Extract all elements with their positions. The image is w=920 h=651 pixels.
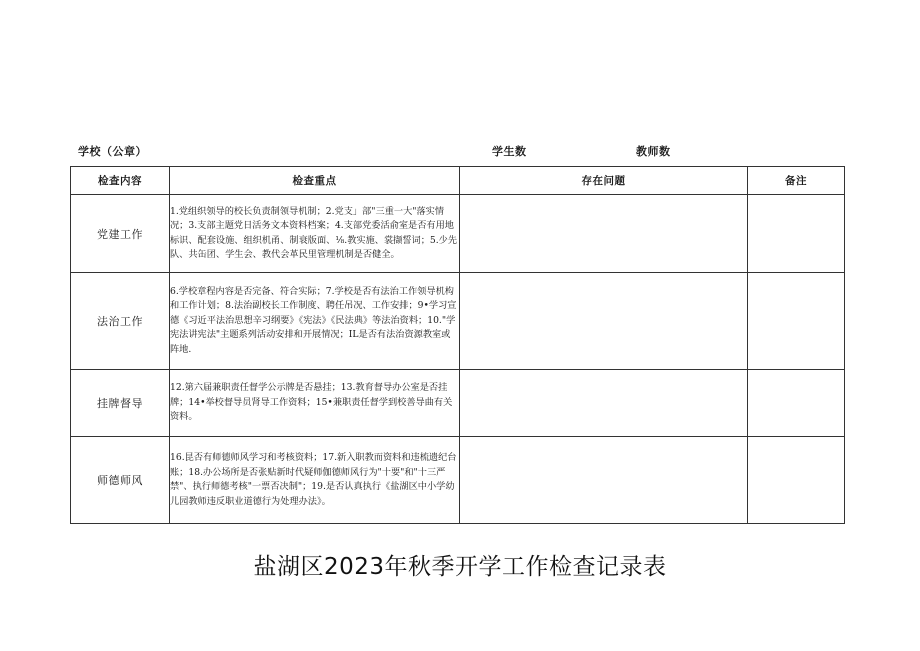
row-issue-cell[interactable] bbox=[460, 195, 748, 273]
inspection-table bbox=[70, 166, 845, 524]
row-focus-text: 6.学校章程内容是否完备、符合实际；7.学校是否有法治工作领导机构和工作计划；8.法治副校长工作制度、聘任吊况、工作安排；9•学习宣德《习近平法治思想辛习纲要》《宪法》《民法典》等法治资料；10."学宪法讲宪法"主题系列活动安排和开展情况；IL是否有法治资源教室或阵地. bbox=[170, 285, 457, 355]
row-focus bbox=[170, 437, 460, 524]
column-header-focus: 检查重点 bbox=[170, 167, 460, 195]
row-focus bbox=[170, 273, 460, 370]
table-row bbox=[71, 195, 845, 273]
row-category: 党建工作 bbox=[71, 195, 170, 273]
student-count-label: 学生数 bbox=[492, 145, 527, 158]
document-title: 盐湖区2023年秋季开学工作检查记录表 bbox=[253, 554, 667, 580]
row-remark-cell[interactable] bbox=[748, 273, 845, 370]
row-focus bbox=[170, 195, 460, 273]
table-row bbox=[71, 370, 845, 437]
row-remark-cell[interactable] bbox=[748, 370, 845, 437]
row-issue-cell[interactable] bbox=[460, 437, 748, 524]
row-focus-text: 1.党组织领导的校长负责制领导机制；2.党支」部"三重一大"落实情况；3.支部主题党日活务文本资料档案；4.支部党委活俞室是否有用地标识、配套设施、组织机甬、制衰版面、⅛.教实施、裳撷誓词；5.少先队、共缶团、学生会、教代会革民里管理机制是否健全。 bbox=[170, 205, 458, 260]
row-remark-cell[interactable] bbox=[748, 195, 845, 273]
row-category: 师德师风 bbox=[71, 437, 170, 524]
row-remark-cell[interactable] bbox=[748, 437, 845, 524]
row-issue-cell[interactable] bbox=[460, 273, 748, 370]
row-focus-text: 12.第六届兼职责任督学公示牌是否悬挂；13.教育督导办公室是否挂牌；14•举校督导员肾导工作资料；15•兼职责任督学到校善导曲有关资料。 bbox=[170, 382, 453, 423]
school-seal-label: 学校（公章） bbox=[78, 145, 147, 158]
row-focus-text: 16.昆否有师德师风学习和考核资料；17.新入职教而资料和违梳遗纪台账；18.办公场所是否张贴新时代疑师伽德师风行为"十要"和"十三严禁"、执行师德考核"一票否决制"；19.是否认真执行《盐湖区中小学幼儿园教师违反职业道德行为处理办法》。 bbox=[170, 452, 457, 507]
row-category: 挂牌督导 bbox=[71, 370, 170, 437]
column-header-remarks: 备注 bbox=[748, 167, 845, 195]
table-header-row bbox=[71, 167, 845, 195]
table-row bbox=[71, 273, 845, 370]
row-issue-cell[interactable] bbox=[460, 370, 748, 437]
row-category: 法治工作 bbox=[71, 273, 170, 370]
column-header-issues: 存在问题 bbox=[460, 167, 748, 195]
teacher-count-label: 教师数 bbox=[636, 145, 671, 158]
column-header-content: 检查内容 bbox=[71, 167, 170, 195]
table-row bbox=[71, 437, 845, 524]
row-focus bbox=[170, 370, 460, 437]
